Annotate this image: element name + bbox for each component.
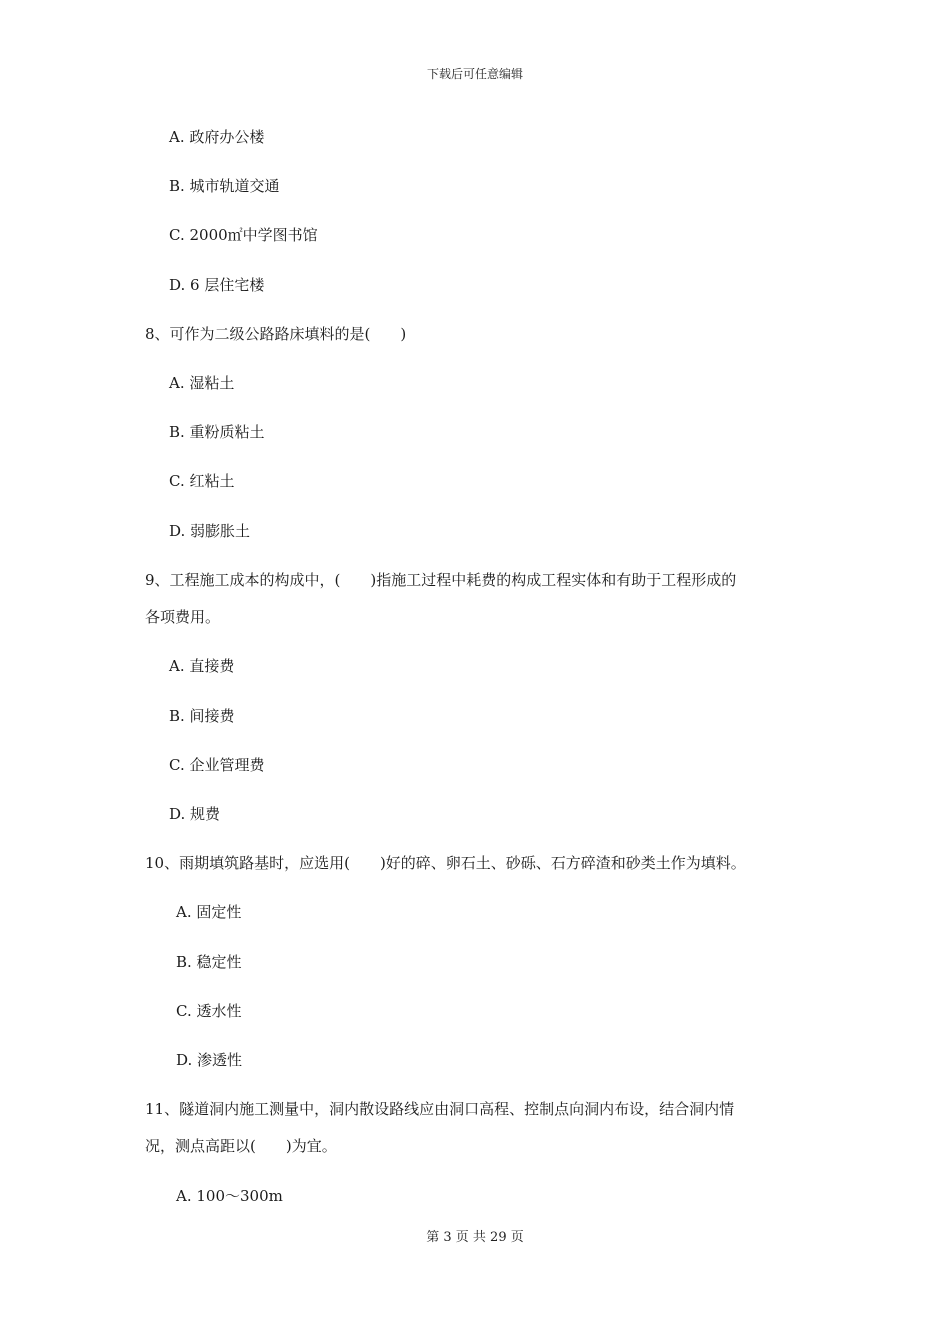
page-header-note: 下载后可任意编辑 [426,67,523,81]
q11-option-a: A. 100～300m [176,1187,283,1205]
q9-stem-line-1: 9、工程施工成本的构成中，( )指施工过程中耗费的构成工程实体和有助于工程形成的 [145,571,737,589]
q9-option-b: B. 间接费 [169,707,235,725]
q10-option-d: D. 渗透性 [176,1051,243,1069]
q11-stem-line-1: 11、隧道洞内施工测量中，洞内散设路线应由洞口高程、控制点向洞内布设，结合洞内情 [145,1100,735,1118]
q9-stem-line-2: 各项费用。 [145,608,221,626]
q9-option-a: A. 直接费 [169,657,235,675]
q8-option-a: A. 湿粘土 [169,374,235,392]
q7-option-c: C. 2000㎡中学图书馆 [169,226,318,244]
q7-option-b: B. 城市轨道交通 [169,177,280,195]
q10-stem: 10、雨期填筑路基时，应选用( )好的碎、卵石土、砂砾、石方碎渣和砂类土作为填料。 [145,854,746,872]
q10-option-a: A. 固定性 [176,903,242,921]
q10-option-c: C. 透水性 [176,1002,242,1020]
q8-option-c: C. 红粘土 [169,472,235,490]
q9-option-c: C. 企业管理费 [169,756,265,774]
q10-option-b: B. 稳定性 [176,953,242,971]
q11-stem-line-2: 况，测点高距以( )为宜。 [145,1137,337,1155]
q7-option-d: D. 6 层住宅楼 [169,276,265,294]
q8-option-b: B. 重粉质粘土 [169,423,265,441]
q8-option-d: D. 弱膨胀土 [169,522,251,540]
q7-option-a: A. 政府办公楼 [169,128,265,146]
page-footer-number: 第 3 页 共 29 页 [426,1230,524,1245]
q9-option-d: D. 规费 [169,805,221,823]
q8-stem: 8、可作为二级公路路床填料的是( ) [145,325,407,343]
